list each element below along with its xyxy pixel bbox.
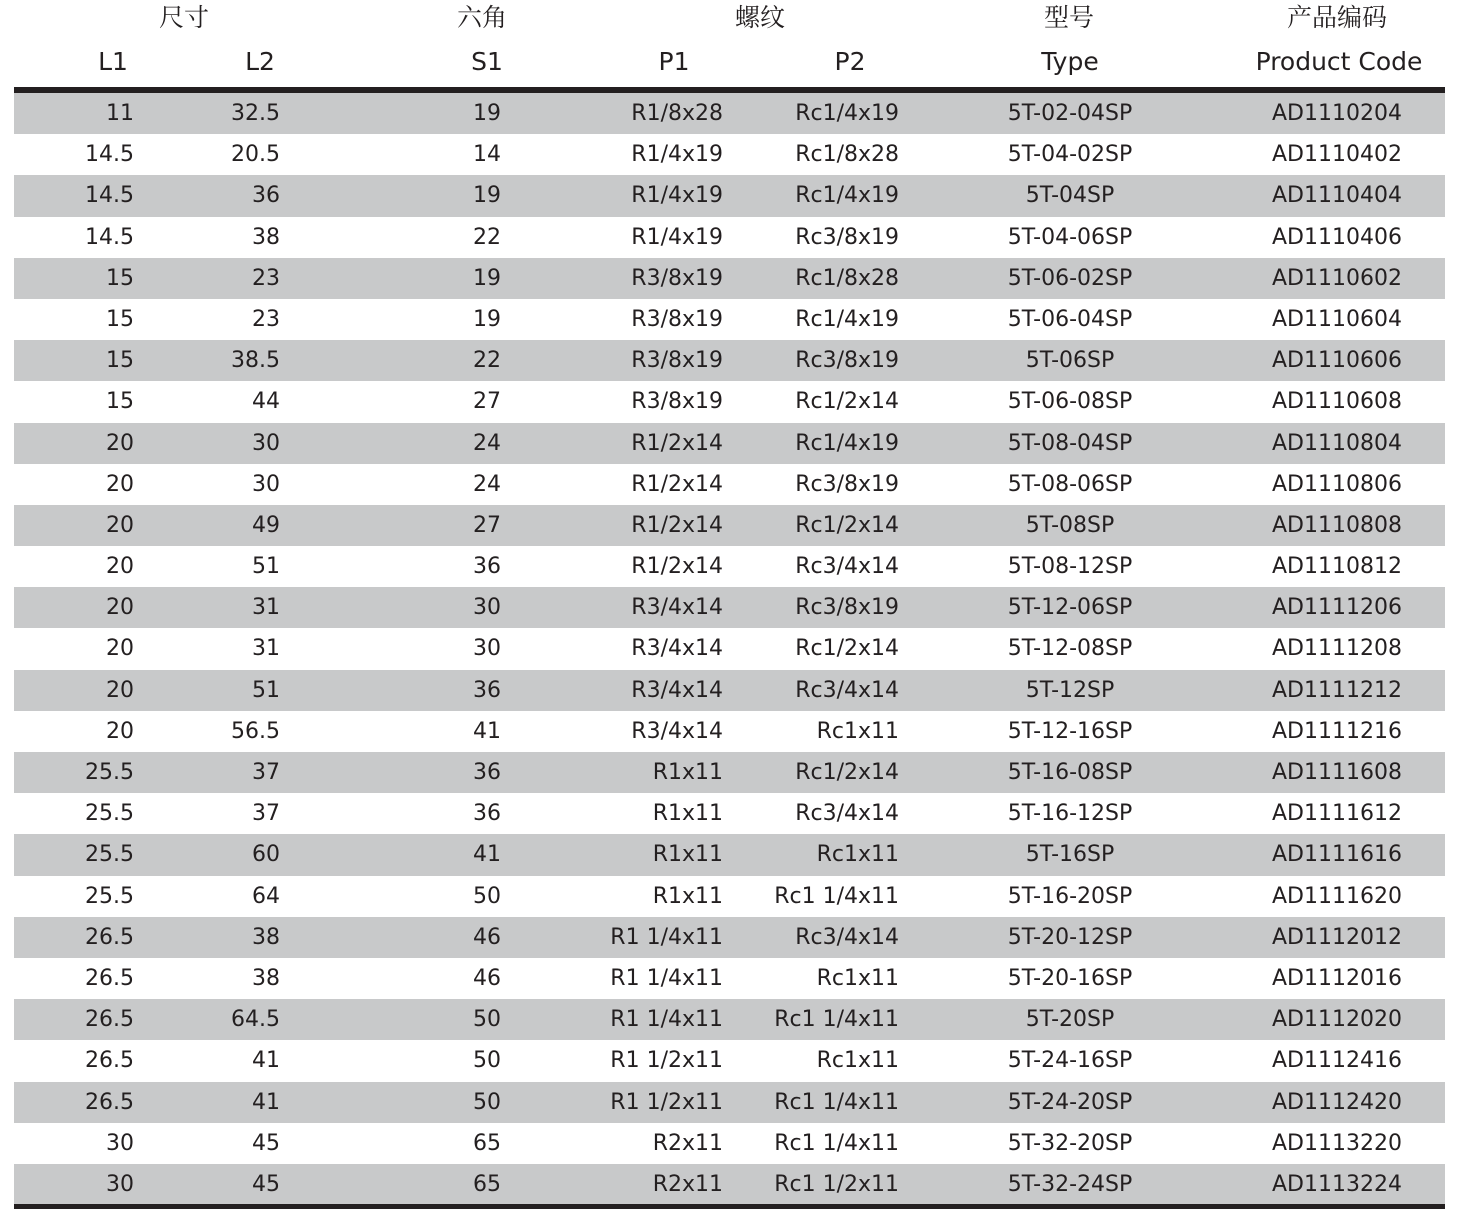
cell-code: AD1112020 bbox=[1272, 1007, 1402, 1033]
cell-p1: R1x11 bbox=[652, 760, 723, 785]
cell-p1: R2x11 bbox=[652, 1171, 723, 1197]
cell-p1: R1x11 bbox=[652, 842, 723, 868]
cell-p2: Rc1/2x14 bbox=[795, 512, 899, 538]
cell-type: 5T-16-08SP bbox=[1007, 760, 1133, 785]
cell-s1: 50 bbox=[473, 1007, 501, 1033]
cell-s1: 36 bbox=[473, 760, 501, 785]
cell-p1: R2x11 bbox=[652, 1130, 723, 1156]
cell-l2: 37 bbox=[252, 801, 280, 827]
cell-l2: 20.5 bbox=[231, 142, 280, 168]
cell-s1: 30 bbox=[473, 636, 501, 662]
cell-l2: 64.5 bbox=[231, 1007, 280, 1033]
table-row bbox=[14, 876, 1445, 917]
cell-code: AD1110804 bbox=[1272, 430, 1402, 456]
cell-s1: 41 bbox=[473, 718, 501, 744]
cell-type: 5T-24-16SP bbox=[1007, 1048, 1133, 1074]
cell-s1: 50 bbox=[473, 883, 501, 909]
cell-l2: 30 bbox=[252, 471, 280, 497]
cell-code: AD1110204 bbox=[1272, 101, 1402, 126]
cell-code: AD1112420 bbox=[1272, 1089, 1402, 1115]
cell-l1: 26.5 bbox=[85, 1007, 134, 1033]
cell-p2: Rc1 1/4x11 bbox=[774, 1007, 899, 1033]
cell-p2: Rc3/4x14 bbox=[795, 554, 899, 580]
table-row bbox=[14, 381, 1445, 422]
table-row bbox=[14, 999, 1445, 1040]
cell-type: 5T-24-20SP bbox=[1007, 1089, 1133, 1115]
cell-s1: 46 bbox=[473, 965, 501, 991]
cell-s1: 50 bbox=[473, 1089, 501, 1115]
cell-l2: 45 bbox=[252, 1130, 280, 1156]
cell-l2: 60 bbox=[252, 842, 280, 868]
cell-l2: 32.5 bbox=[231, 101, 280, 126]
cell-p2: Rc3/8x19 bbox=[795, 471, 899, 497]
cell-p2: Rc1/4x19 bbox=[795, 183, 899, 209]
cell-l2: 41 bbox=[252, 1048, 280, 1074]
cell-s1: 19 bbox=[473, 306, 501, 332]
cell-code: AD1112016 bbox=[1272, 965, 1402, 991]
cell-p2: Rc1x11 bbox=[816, 1048, 899, 1074]
table-row bbox=[14, 175, 1445, 216]
cell-p1: R1x11 bbox=[652, 883, 723, 909]
table-row bbox=[14, 1164, 1445, 1205]
cell-p2: Rc3/8x19 bbox=[795, 224, 899, 250]
cell-type: 5T-12-08SP bbox=[1007, 636, 1133, 662]
table-row bbox=[14, 711, 1445, 752]
table-row bbox=[14, 834, 1445, 875]
cell-type: 5T-04SP bbox=[1025, 183, 1115, 209]
cell-type: 5T-20-12SP bbox=[1007, 924, 1133, 950]
cell-code: AD1110812 bbox=[1272, 554, 1402, 580]
cell-type: 5T-02-04SP bbox=[1007, 101, 1133, 126]
cell-code: AD1113224 bbox=[1272, 1171, 1402, 1197]
cell-s1: 36 bbox=[473, 677, 501, 703]
cell-l1: 20 bbox=[106, 512, 134, 538]
cell-p2: Rc1/4x19 bbox=[795, 101, 899, 126]
cell-l1: 15 bbox=[106, 348, 134, 374]
cell-type: 5T-06SP bbox=[1025, 348, 1115, 374]
cell-p2: Rc1/4x19 bbox=[795, 306, 899, 332]
header-type-cn: 型号 bbox=[1043, 3, 1095, 32]
cell-l1: 26.5 bbox=[85, 1048, 134, 1074]
cell-s1: 14 bbox=[473, 142, 501, 168]
cell-l1: 20 bbox=[106, 677, 134, 703]
cell-l1: 26.5 bbox=[85, 1089, 134, 1115]
cell-l2: 41 bbox=[252, 1089, 280, 1115]
table-row bbox=[14, 217, 1445, 258]
cell-code: AD1111608 bbox=[1272, 760, 1402, 785]
cell-code: AD1112012 bbox=[1272, 924, 1402, 950]
cell-code: AD1110604 bbox=[1272, 306, 1402, 332]
cell-p2: Rc1/2x14 bbox=[795, 636, 899, 662]
cell-l2: 37 bbox=[252, 760, 280, 785]
cell-type: 5T-16SP bbox=[1025, 842, 1115, 868]
cell-l1: 20 bbox=[106, 595, 134, 621]
cell-p1: R3/8x19 bbox=[631, 348, 723, 374]
cell-s1: 19 bbox=[473, 101, 501, 126]
table-row bbox=[14, 628, 1445, 669]
cell-code: AD1110608 bbox=[1272, 389, 1402, 415]
cell-p1: R3/4x14 bbox=[631, 718, 723, 744]
cell-l2: 31 bbox=[252, 636, 280, 662]
cell-p2: Rc1x11 bbox=[816, 842, 899, 868]
cell-l2: 31 bbox=[252, 595, 280, 621]
cell-type: 5T-20-16SP bbox=[1007, 965, 1133, 991]
cell-code: AD1113220 bbox=[1272, 1130, 1402, 1156]
table-row bbox=[14, 299, 1445, 340]
cell-l2: 56.5 bbox=[231, 718, 280, 744]
header-dimensions-cn: 尺寸 bbox=[158, 3, 210, 32]
cell-p2: Rc1/8x28 bbox=[795, 265, 899, 291]
header-thread-cn: 螺纹 bbox=[734, 3, 786, 32]
cell-p1: R1/2x14 bbox=[631, 471, 723, 497]
cell-code: AD1111208 bbox=[1272, 636, 1402, 662]
cell-p2: Rc1/2x14 bbox=[795, 760, 899, 785]
cell-type: 5T-12-06SP bbox=[1007, 595, 1133, 621]
footer-rule bbox=[14, 1204, 1445, 1209]
cell-l1: 15 bbox=[106, 306, 134, 332]
header-l2: L2 bbox=[245, 47, 275, 76]
cell-type: 5T-12SP bbox=[1025, 677, 1115, 703]
cell-s1: 65 bbox=[473, 1130, 501, 1156]
cell-l2: 23 bbox=[252, 265, 280, 291]
cell-l2: 64 bbox=[252, 883, 280, 909]
table-row bbox=[14, 958, 1445, 999]
cell-code: AD1110806 bbox=[1272, 471, 1402, 497]
cell-code: AD1110606 bbox=[1272, 348, 1402, 374]
cell-l2: 23 bbox=[252, 306, 280, 332]
table-row bbox=[14, 670, 1445, 711]
cell-p1: R1 1/4x11 bbox=[610, 1007, 723, 1033]
cell-l2: 36 bbox=[252, 183, 280, 209]
cell-type: 5T-06-08SP bbox=[1007, 389, 1133, 415]
cell-p2: Rc1/4x19 bbox=[795, 430, 899, 456]
cell-code: AD1111212 bbox=[1272, 677, 1402, 703]
header-p2: P2 bbox=[834, 47, 866, 76]
cell-s1: 50 bbox=[473, 1048, 501, 1074]
cell-p2: Rc1 1/4x11 bbox=[774, 1130, 899, 1156]
table-row bbox=[14, 1123, 1445, 1164]
cell-l2: 44 bbox=[252, 389, 280, 415]
cell-p1: R3/4x14 bbox=[631, 677, 723, 703]
cell-p1: R1/8x28 bbox=[631, 101, 723, 126]
cell-p1: R3/4x14 bbox=[631, 595, 723, 621]
cell-code: AD1110404 bbox=[1272, 183, 1402, 209]
cell-p1: R1/2x14 bbox=[631, 430, 723, 456]
table-row bbox=[14, 464, 1445, 505]
cell-l2: 38 bbox=[252, 924, 280, 950]
cell-l1: 20 bbox=[106, 471, 134, 497]
cell-p1: R1/4x19 bbox=[631, 224, 723, 250]
cell-code: AD1110406 bbox=[1272, 224, 1402, 250]
cell-l1: 20 bbox=[106, 554, 134, 580]
header-s1: S1 bbox=[471, 47, 503, 76]
cell-l1: 20 bbox=[106, 430, 134, 456]
cell-l1: 11 bbox=[106, 101, 134, 126]
cell-code: AD1111206 bbox=[1272, 595, 1402, 621]
cell-p1: R1x11 bbox=[652, 801, 723, 827]
cell-l1: 26.5 bbox=[85, 965, 134, 991]
cell-l1: 25.5 bbox=[85, 842, 134, 868]
table-row bbox=[14, 258, 1445, 299]
cell-p1: R3/8x19 bbox=[631, 306, 723, 332]
cell-s1: 41 bbox=[473, 842, 501, 868]
cell-s1: 19 bbox=[473, 265, 501, 291]
cell-l1: 25.5 bbox=[85, 801, 134, 827]
cell-code: AD1110402 bbox=[1272, 142, 1402, 168]
cell-type: 5T-08-06SP bbox=[1007, 471, 1133, 497]
cell-p2: Rc3/4x14 bbox=[795, 924, 899, 950]
cell-p2: Rc1/8x28 bbox=[795, 142, 899, 168]
cell-p2: Rc3/8x19 bbox=[795, 348, 899, 374]
cell-code: AD1110808 bbox=[1272, 512, 1402, 538]
header-type-en: Type bbox=[1041, 47, 1099, 76]
cell-p2: Rc1x11 bbox=[816, 718, 899, 744]
cell-l1: 30 bbox=[106, 1130, 134, 1156]
cell-s1: 24 bbox=[473, 430, 501, 456]
cell-l1: 20 bbox=[106, 718, 134, 744]
cell-p1: R1 1/2x11 bbox=[610, 1089, 723, 1115]
cell-p1: R3/8x19 bbox=[631, 389, 723, 415]
table-row bbox=[14, 1040, 1445, 1081]
cell-type: 5T-20SP bbox=[1025, 1007, 1115, 1033]
cell-p1: R3/4x14 bbox=[631, 636, 723, 662]
cell-type: 5T-08SP bbox=[1025, 512, 1115, 538]
cell-l2: 45 bbox=[252, 1171, 280, 1197]
cell-type: 5T-08-12SP bbox=[1007, 554, 1133, 580]
cell-code: AD1111616 bbox=[1272, 842, 1402, 868]
cell-s1: 22 bbox=[473, 348, 501, 374]
cell-p1: R1 1/4x11 bbox=[610, 924, 723, 950]
cell-s1: 46 bbox=[473, 924, 501, 950]
cell-l2: 51 bbox=[252, 554, 280, 580]
cell-s1: 36 bbox=[473, 554, 501, 580]
cell-p2: Rc3/4x14 bbox=[795, 801, 899, 827]
cell-type: 5T-32-24SP bbox=[1007, 1171, 1133, 1197]
table-row bbox=[14, 423, 1445, 464]
cell-type: 5T-16-12SP bbox=[1007, 801, 1133, 827]
cell-l2: 51 bbox=[252, 677, 280, 703]
cell-l2: 30 bbox=[252, 430, 280, 456]
cell-s1: 24 bbox=[473, 471, 501, 497]
cell-s1: 22 bbox=[473, 224, 501, 250]
table-body bbox=[14, 93, 1445, 1205]
cell-l1: 26.5 bbox=[85, 924, 134, 950]
cell-p1: R1/4x19 bbox=[631, 142, 723, 168]
cell-type: 5T-04-02SP bbox=[1007, 142, 1133, 168]
cell-l1: 25.5 bbox=[85, 883, 134, 909]
cell-p1: R1 1/4x11 bbox=[610, 965, 723, 991]
cell-s1: 27 bbox=[473, 389, 501, 415]
table-row bbox=[14, 93, 1445, 134]
cell-s1: 36 bbox=[473, 801, 501, 827]
header-l1: L1 bbox=[98, 47, 128, 76]
cell-code: AD1111612 bbox=[1272, 801, 1402, 827]
cell-p1: R1/2x14 bbox=[631, 554, 723, 580]
cell-p2: Rc1x11 bbox=[816, 965, 899, 991]
cell-type: 5T-08-04SP bbox=[1007, 430, 1133, 456]
table-row bbox=[14, 793, 1445, 834]
cell-p2: Rc1 1/4x11 bbox=[774, 883, 899, 909]
cell-s1: 19 bbox=[473, 183, 501, 209]
cell-p2: Rc1 1/2x11 bbox=[774, 1171, 899, 1197]
cell-type: 5T-16-20SP bbox=[1007, 883, 1133, 909]
cell-p1: R1/4x19 bbox=[631, 183, 723, 209]
cell-l1: 14.5 bbox=[85, 183, 134, 209]
cell-type: 5T-06-04SP bbox=[1007, 306, 1133, 332]
cell-code: AD1110602 bbox=[1272, 265, 1402, 291]
cell-l2: 38.5 bbox=[231, 348, 280, 374]
cell-l1: 14.5 bbox=[85, 142, 134, 168]
table-row bbox=[14, 587, 1445, 628]
cell-l1: 15 bbox=[106, 389, 134, 415]
cell-type: 5T-06-02SP bbox=[1007, 265, 1133, 291]
header-code-en: Product Code bbox=[1255, 47, 1423, 76]
header-hex-cn: 六角 bbox=[456, 3, 508, 32]
cell-l2: 38 bbox=[252, 224, 280, 250]
cell-type: 5T-04-06SP bbox=[1007, 224, 1133, 250]
cell-l1: 15 bbox=[106, 265, 134, 291]
cell-p2: Rc3/8x19 bbox=[795, 595, 899, 621]
cell-p2: Rc1 1/4x11 bbox=[774, 1089, 899, 1115]
cell-l2: 49 bbox=[252, 512, 280, 538]
table-row bbox=[14, 546, 1445, 587]
cell-p1: R1/2x14 bbox=[631, 512, 723, 538]
cell-l2: 38 bbox=[252, 965, 280, 991]
table-row bbox=[14, 917, 1445, 958]
cell-l1: 20 bbox=[106, 636, 134, 662]
cell-l1: 25.5 bbox=[85, 760, 134, 785]
header-p1: P1 bbox=[658, 47, 690, 76]
cell-s1: 27 bbox=[473, 512, 501, 538]
cell-s1: 65 bbox=[473, 1171, 501, 1197]
cell-code: AD1111620 bbox=[1272, 883, 1402, 909]
cell-type: 5T-32-20SP bbox=[1007, 1130, 1133, 1156]
cell-s1: 30 bbox=[473, 595, 501, 621]
cell-l1: 14.5 bbox=[85, 224, 134, 250]
cell-l1: 30 bbox=[106, 1171, 134, 1197]
cell-p1: R1 1/2x11 bbox=[610, 1048, 723, 1074]
cell-type: 5T-12-16SP bbox=[1007, 718, 1133, 744]
table-row bbox=[14, 1082, 1445, 1123]
cell-code: AD1112416 bbox=[1272, 1048, 1402, 1074]
table-row bbox=[14, 752, 1445, 793]
cell-code: AD1111216 bbox=[1272, 718, 1402, 744]
table-row bbox=[14, 134, 1445, 175]
cell-p2: Rc3/4x14 bbox=[795, 677, 899, 703]
table-row bbox=[14, 340, 1445, 381]
header-code-cn: 产品编码 bbox=[1286, 3, 1388, 32]
table-row bbox=[14, 505, 1445, 546]
cell-p2: Rc1/2x14 bbox=[795, 389, 899, 415]
cell-p1: R3/8x19 bbox=[631, 265, 723, 291]
